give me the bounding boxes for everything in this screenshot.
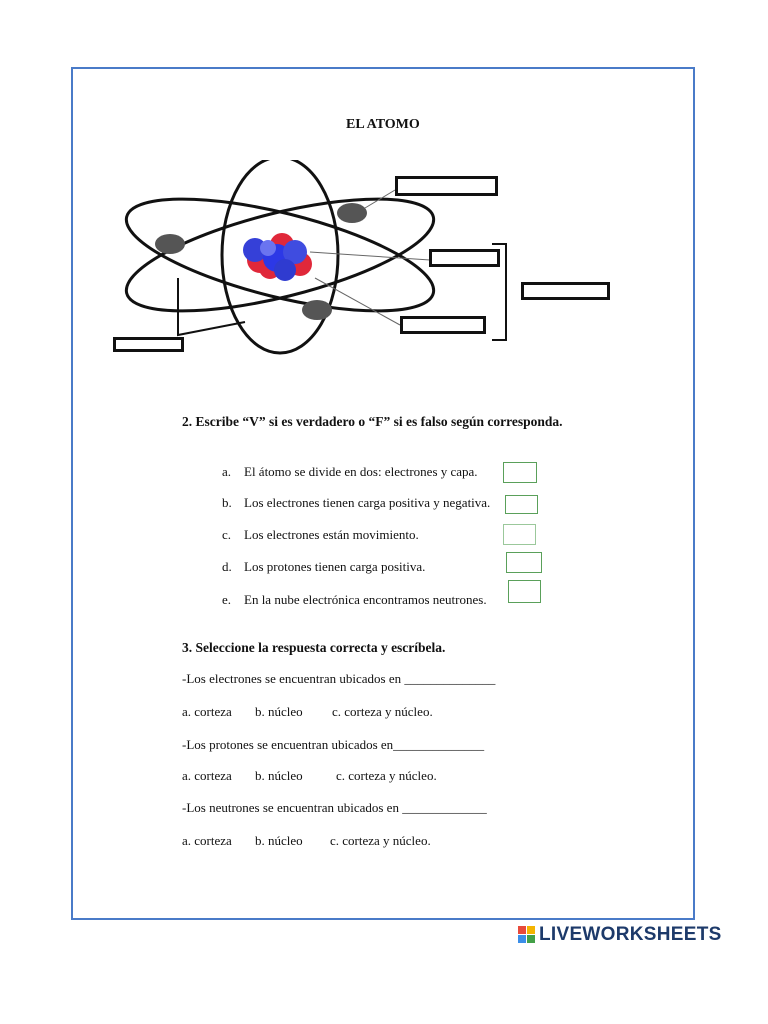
tf-answer-box[interactable] [503,462,537,483]
q3-prompt: -Los protones se encuentran ubicados en______________ [182,737,485,752]
tf-answer-box[interactable] [505,495,538,514]
q3-option: a. corteza [182,704,232,719]
q3-prompt: -Los electrones se encuentran ubicados en ______________ [182,671,496,686]
q3-heading: 3. Seleccione la respuesta correcta y escríbela. [182,640,446,655]
tf-item-text: En la nube electrónica encontramos neutrones. [244,592,487,607]
diagram-label-blank[interactable] [113,337,184,352]
q3-option: c. corteza y núcleo. [330,833,431,848]
q3-option: b. núcleo [255,704,303,719]
tf-item-letter: c. [222,527,232,542]
page-title: EL ATOMO [346,117,420,132]
diagram-label-blank[interactable] [395,176,498,196]
q3-option: a. corteza [182,768,232,783]
tf-answer-box[interactable] [506,552,542,573]
q3-option: b. núcleo [255,833,303,848]
tf-answer-box[interactable] [508,580,541,603]
liveworksheets-brand [518,924,722,946]
q3-option: c. corteza y núcleo. [336,768,437,783]
q3-option: b. núcleo [255,768,303,783]
tf-item-letter: e. [222,592,232,607]
q3-option: c. corteza y núcleo. [332,704,433,719]
tf-item-letter: b. [222,495,232,510]
tf-item-text: Los protones tienen carga positiva. [244,559,426,574]
q2-heading: 2. Escribe “V” si es verdadero o “F” si es falso según corresponda. [182,414,563,429]
liveworksheets-logo-icon [518,926,536,944]
diagram-label-blank[interactable] [400,316,486,334]
electron [155,234,185,254]
q3-prompt: -Los neutrones se encuentran ubicados en _____________ [182,800,487,815]
tf-item-text: Los electrones están movimiento. [244,527,419,542]
pointer-line [315,278,400,325]
tf-answer-box[interactable] [503,524,536,545]
tf-item-text: El átomo se divide en dos: electrones y capa. [244,464,478,479]
q3-option: a. corteza [182,833,232,848]
diagram-label-blank[interactable] [429,249,500,267]
brand-name: LIVEWORKSHEETS [539,924,722,945]
diagram-label-blank[interactable] [521,282,610,300]
electron [302,300,332,320]
pointer-line [310,252,430,260]
electron [337,203,367,223]
tf-item-text: Los electrones tienen carga positiva y negativa. [244,495,491,510]
tf-item-letter: d. [222,559,232,574]
tf-item-letter: a. [222,464,232,479]
nucleus [243,233,312,281]
